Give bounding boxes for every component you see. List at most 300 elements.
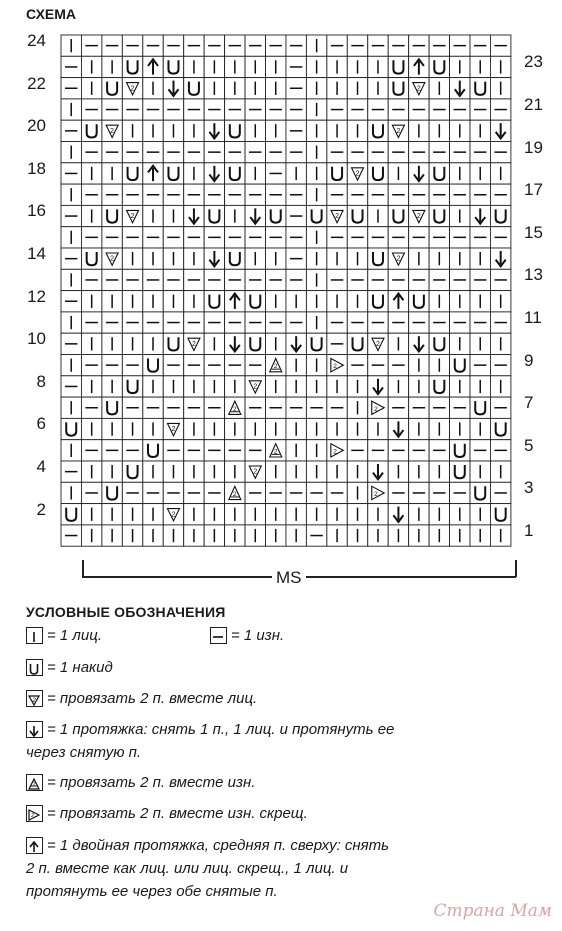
legend-yarn-over: = 1 накид [26,656,113,679]
chart-cell [347,184,367,205]
chart-cell [204,482,224,503]
chart-cell [225,120,245,141]
chart-cell [368,78,388,99]
chart-cell [429,35,449,56]
chart-cell [388,397,408,418]
chart-cell [306,312,326,333]
chart-cell [61,269,81,290]
chart-cell [450,248,470,269]
chart-cell [409,248,429,269]
row-number-left: 24 [27,31,46,50]
svg-text:2: 2 [31,812,34,819]
chart-cell [388,184,408,205]
chart-cell [429,418,449,439]
chart-cell [409,291,429,312]
chart-cell [184,440,204,461]
chart-cell [61,35,81,56]
chart-cell [490,376,510,397]
chart-cell [347,418,367,439]
chart-cell [266,482,286,503]
chart-cell [204,120,224,141]
row-number-right: 11 [524,307,542,327]
chart-cell [409,78,429,99]
chart-cell [388,291,408,312]
chart-cell [470,291,490,312]
legend-skp: = 1 протяжка: снять 1 п., 1 лиц. и протянуть ее через снятую п. [26,721,395,761]
legend-title: УСЛОВНЫЕ ОБОЗНАЧЕНИЯ [26,604,226,620]
chart-cell [429,78,449,99]
chart-cell [388,142,408,163]
chart-cell [245,99,265,120]
chart-cell [81,461,101,482]
chart-cell [409,482,429,503]
chart-cell [163,56,183,77]
chart-cell [306,35,326,56]
svg-text:2: 2 [374,490,378,498]
chart-cell [470,269,490,290]
chart-cell [204,56,224,77]
chart-cell [470,418,490,439]
chart-cell [490,525,510,546]
chart-cell [163,418,183,439]
chart-cell [184,525,204,546]
svg-text:2: 2 [110,255,115,263]
chart-cell [266,376,286,397]
chart-cell [204,184,224,205]
chart-cell [245,78,265,99]
chart-cell [266,163,286,184]
chart-cell [61,56,81,77]
chart-cell [306,440,326,461]
chart-cell [470,163,490,184]
chart-cell [102,291,122,312]
chart-cell [245,120,265,141]
chart-cell [429,184,449,205]
chart-cell [306,376,326,397]
chart-cell [163,227,183,248]
chart-cell [286,333,306,354]
chart-cell [122,248,142,269]
chart-cell [450,35,470,56]
chart-cell [122,333,142,354]
chart-cell [102,269,122,290]
chart-cell [450,291,470,312]
chart-cell [327,142,347,163]
chart-cell [429,376,449,397]
row-number-right: 5 [524,435,534,455]
chart-cell [450,461,470,482]
chart-cell [347,120,367,141]
chart-cell [470,440,490,461]
row-number-right: 1 [524,520,534,540]
chart-cell [450,184,470,205]
chart-cell [286,99,306,120]
chart-cell [368,312,388,333]
chart-cell [143,78,163,99]
chart-cell [225,461,245,482]
chart-cell [81,205,101,226]
chart-cell [204,355,224,376]
chart-cell [102,142,122,163]
chart-cell [61,163,81,184]
chart-cell [306,397,326,418]
chart-cell [490,312,510,333]
chart-cell [163,142,183,163]
chart-cell [143,56,163,77]
row-number-right: 15 [524,222,543,242]
chart-cell [368,376,388,397]
chart-cell [327,440,347,461]
chart-cell [470,312,490,333]
chart-cell [286,461,306,482]
svg-text:2: 2 [355,170,360,178]
row-number-left: 6 [36,414,46,434]
chart-cell [204,99,224,120]
chart-cell [490,142,510,163]
chart-cell [409,525,429,546]
chart-cell [184,227,204,248]
chart-cell [450,482,470,503]
chart-cell [184,99,204,120]
row-number-right: 17 [524,180,543,200]
chart-cell [61,227,81,248]
legend-p2tog: 2 = провязать 2 п. вместе изн. [26,771,255,794]
chart-cell [61,355,81,376]
chart-title: СХЕМА [26,6,77,22]
chart-cell [450,227,470,248]
chart-cell [122,163,142,184]
chart-cell [122,461,142,482]
chart-cell [306,333,326,354]
chart-cell [266,504,286,525]
chart-cell [306,355,326,376]
chart-cell [327,291,347,312]
chart-cell [81,142,101,163]
chart-cell [306,525,326,546]
chart-cell [245,355,265,376]
chart-cell [163,184,183,205]
chart-cell [266,355,286,376]
chart-cell [122,35,142,56]
chart-cell [245,248,265,269]
chart-cell [81,56,101,77]
chart-cell [347,227,367,248]
chart-cell [409,376,429,397]
chart-cell [122,142,142,163]
svg-text:2: 2 [130,213,135,221]
chart-cell [327,35,347,56]
chart-cell [388,163,408,184]
chart-cell [286,504,306,525]
chart-cell [225,184,245,205]
chart-cell [225,248,245,269]
chart-cell [368,120,388,141]
chart-cell [306,56,326,77]
svg-text:2: 2 [233,405,237,413]
chart-cell [122,312,142,333]
row-number-left: 20 [27,116,46,136]
chart-cell [266,227,286,248]
chart-cell [388,333,408,354]
chart-cell [225,269,245,290]
chart-cell [184,397,204,418]
chart-cell [450,205,470,226]
svg-text:2: 2 [32,697,36,704]
chart-cell [143,227,163,248]
chart-cell [184,35,204,56]
chart-cell [102,78,122,99]
chart-cell [409,440,429,461]
svg-text:2: 2 [171,511,176,519]
chart-cell [470,99,490,120]
chart-cell [347,269,367,290]
chart-cell [266,312,286,333]
chart-cell [163,99,183,120]
chart-cell [61,248,81,269]
chart-cell [184,56,204,77]
chart-cell [102,227,122,248]
row-number-left: 4 [36,457,46,476]
chart-cell [102,461,122,482]
chart-cell [122,525,142,546]
knitting-chart [60,34,512,564]
chart-cell [122,440,142,461]
chart-cell [122,291,142,312]
chart-cell [470,142,490,163]
chart-cell [327,269,347,290]
chart-cell [204,504,224,525]
chart-cell [143,142,163,163]
chart-cell [102,35,122,56]
chart-cell [368,355,388,376]
chart-cell [163,35,183,56]
chart-cell [266,291,286,312]
legend-double-decrease: = 1 двойная протяжка, средняя п. сверху: снять 2 п. вместе как лиц. или лиц. скрещ., 1 лиц. и протянуть ее через обе снятые п. [26,837,390,900]
chart-cell [388,355,408,376]
svg-text:2: 2 [416,85,421,93]
chart-cell [409,142,429,163]
chart-cell [368,227,388,248]
chart-cell [306,418,326,439]
chart-cell [327,418,347,439]
chart-cell [245,333,265,354]
chart-cell [122,355,142,376]
chart-cell [470,482,490,503]
chart-cell [122,418,142,439]
chart-cell [81,504,101,525]
chart-cell [61,99,81,120]
chart-cell [81,163,101,184]
chart-cell [286,205,306,226]
chart-cell [245,397,265,418]
chart-cell [143,35,163,56]
chart-cell [450,504,470,525]
chart-cell [184,248,204,269]
ms-bracket-left [82,560,84,577]
chart-cell [204,291,224,312]
chart-cell [286,440,306,461]
chart-cell [347,525,367,546]
chart-cell [266,205,286,226]
chart-cell [102,333,122,354]
chart-cell [347,78,367,99]
chart-cell [388,78,408,99]
svg-text:2: 2 [416,213,421,221]
chart-cell [122,269,142,290]
chart-cell [327,227,347,248]
chart-cell [347,291,367,312]
chart-cell [163,333,183,354]
chart-cell [102,205,122,226]
chart-cell [306,482,326,503]
chart-cell [163,291,183,312]
chart-cell [490,418,510,439]
chart-cell [122,99,142,120]
chart-cell [450,56,470,77]
purl-icon [210,627,227,644]
chart-cell [81,355,101,376]
chart-cell [122,227,142,248]
chart-cell [429,248,449,269]
chart-cell [450,525,470,546]
chart-cell [470,184,490,205]
chart-cell [327,78,347,99]
chart-cell [490,504,510,525]
chart-cell [204,142,224,163]
chart-cell [409,397,429,418]
chart-cell [470,205,490,226]
chart-cell [245,269,265,290]
chart-cell [347,440,367,461]
chart-cell [61,142,81,163]
chart-cell [327,312,347,333]
chart-cell [163,504,183,525]
chart-cell [184,163,204,184]
svg-text:2: 2 [273,363,278,371]
chart-cell [470,525,490,546]
chart-cell [490,333,510,354]
chart-cell [245,525,265,546]
chart-cell [266,99,286,120]
chart-cell [470,227,490,248]
chart-cell [409,312,429,333]
svg-text:2: 2 [376,340,380,348]
chart-cell [184,78,204,99]
chart-cell [450,142,470,163]
chart-cell [225,525,245,546]
chart-cell [143,269,163,290]
chart-cell [204,269,224,290]
row-number-right: 19 [524,137,543,157]
chart-cell [204,376,224,397]
chart-cell [470,504,490,525]
chart-cell [347,99,367,120]
chart-cell [450,163,470,184]
row-number-right: 13 [524,265,543,285]
chart-cell [184,269,204,290]
chart-cell [81,312,101,333]
chart-cell [327,163,347,184]
chart-cell [163,482,183,503]
chart-cell [266,461,286,482]
chart-cell [204,78,224,99]
chart-cell [470,120,490,141]
chart-cell [245,35,265,56]
chart-cell [81,291,101,312]
svg-text:2: 2 [333,363,337,371]
chart-cell [266,35,286,56]
row-number-left: 2 [36,499,46,519]
chart-cell [347,376,367,397]
chart-cell [306,248,326,269]
chart-cell [143,120,163,141]
chart-cell [347,56,367,77]
chart-cell [184,142,204,163]
chart-cell [184,355,204,376]
chart-cell [102,248,122,269]
chart-cell [429,397,449,418]
chart-cell [102,163,122,184]
chart-cell [286,56,306,77]
chart-cell [61,504,81,525]
svg-text:2: 2 [253,468,258,476]
p2tog-icon [26,774,43,791]
chart-cell [368,269,388,290]
chart-cell [306,163,326,184]
chart-cell [184,120,204,141]
chart-cell [490,56,510,77]
chart-cell [409,56,429,77]
chart-cell [102,376,122,397]
chart-cell [245,205,265,226]
chart-cell [388,376,408,397]
chart-cell [245,56,265,77]
chart-cell [143,205,163,226]
chart-cell [306,291,326,312]
chart-cell [225,397,245,418]
chart-cell [470,355,490,376]
chart-cell [122,120,142,141]
chart-cell [81,418,101,439]
chart-cell [143,291,163,312]
chart-cell [388,35,408,56]
chart-cell [409,163,429,184]
chart-cell [225,312,245,333]
chart-cell [143,376,163,397]
chart-cell [286,482,306,503]
chart-cell [266,120,286,141]
chart-cell [61,461,81,482]
chart-cell [368,56,388,77]
chart-cell [81,397,101,418]
chart-cell [81,35,101,56]
svg-text:2: 2 [253,383,258,391]
chart-cell [61,525,81,546]
chart-cell [286,418,306,439]
chart-cell [388,120,408,141]
chart-cell [470,333,490,354]
chart-cell [143,248,163,269]
chart-cell [450,376,470,397]
chart-cell [429,163,449,184]
chart-cell [490,78,510,99]
chart-cell [286,269,306,290]
chart-cell [286,291,306,312]
chart-cell [143,99,163,120]
chart-cell [490,355,510,376]
svg-text:2: 2 [130,85,135,93]
chart-cell [122,184,142,205]
